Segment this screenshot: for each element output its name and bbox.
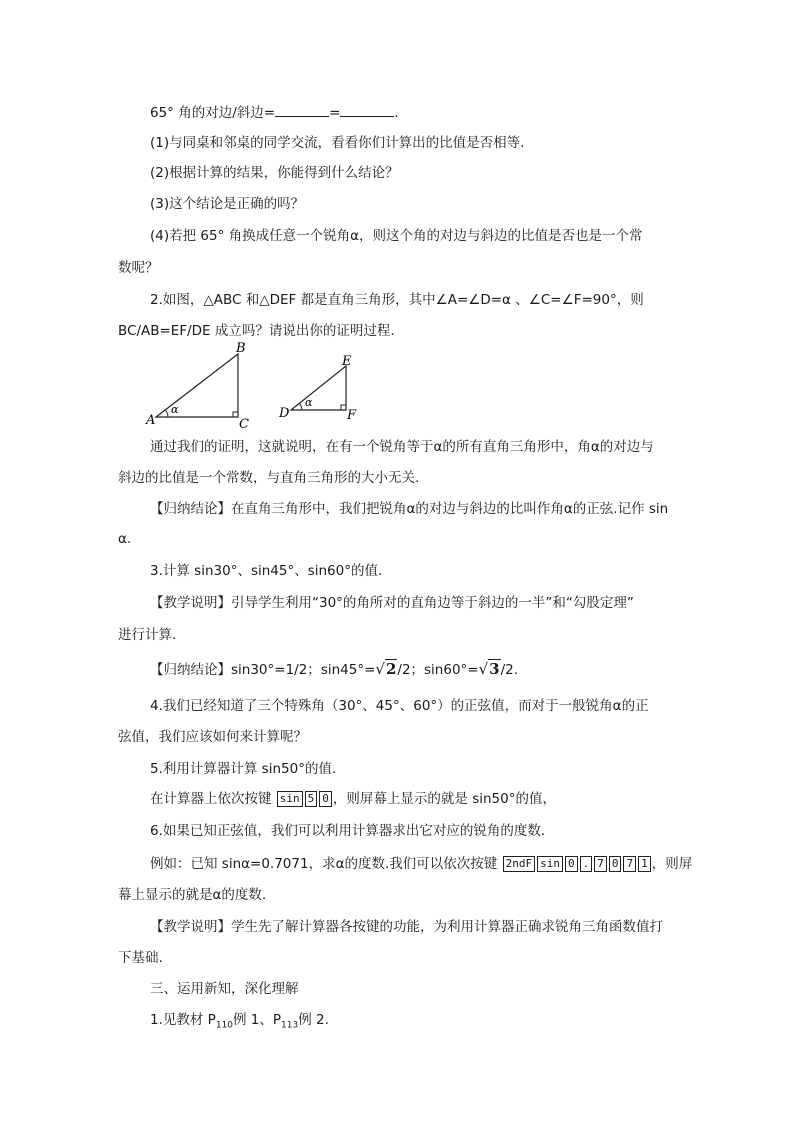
question-4-line-2: 数呢？ bbox=[118, 260, 159, 276]
problem-6: 6.如果已知正弦值，我们可以利用计算器求出它对应的锐角的度数. bbox=[150, 823, 546, 839]
key-1[interactable]: 1 bbox=[638, 856, 651, 872]
question-3: (3)这个结论是正确的吗？ bbox=[150, 196, 305, 212]
teaching-note-2-line-1: 【教学说明】学生先了解计算器各按键的功能，为利用计算器正确求锐角三角函数值打 bbox=[150, 919, 663, 935]
key-0-3[interactable]: 0 bbox=[609, 856, 622, 872]
answer-blank-1[interactable] bbox=[275, 104, 329, 117]
sqrt-2-radicand: 2 bbox=[385, 660, 397, 678]
ref-part-c: 例 2. bbox=[298, 1012, 329, 1028]
key-sin-2[interactable]: sin bbox=[537, 856, 563, 872]
key-sin[interactable]: sin bbox=[277, 791, 303, 807]
section-3-heading: 三、运用新知，深化理解 bbox=[150, 981, 299, 997]
question-1: (1)与同桌和邻桌的同学交流，看看你们计算出的比值是否相等. bbox=[150, 135, 525, 151]
problem-4-line-2: 弦值，我们应该如何来计算呢？ bbox=[118, 729, 307, 745]
key-dot[interactable]: . bbox=[580, 856, 593, 872]
example-tail: ，则屏 bbox=[651, 856, 693, 872]
ref-part-a: 1.见教材 P bbox=[150, 1012, 216, 1028]
example-line-1 bbox=[150, 855, 692, 873]
key-2ndf[interactable]: 2ndF bbox=[503, 856, 536, 872]
summary-1-line-2: α. bbox=[118, 531, 132, 547]
sqrt-2: √2 bbox=[375, 660, 397, 678]
label-alpha-abc: α bbox=[171, 403, 179, 416]
problem-2-line-2: BC/AB=EF/DE 成立吗？请说出你的证明过程. bbox=[118, 323, 395, 339]
label-alpha-def: α bbox=[305, 396, 313, 409]
question-2: (2)根据计算的结果，你能得到什么结论？ bbox=[150, 165, 399, 181]
summary-2-part-c: /2. bbox=[500, 662, 519, 678]
triangle-abc bbox=[145, 341, 249, 430]
label-b: B bbox=[236, 341, 246, 356]
key-7[interactable]: 7 bbox=[594, 856, 607, 872]
keys-result: ，则屏幕上显示的就是 sin50°的值， bbox=[332, 791, 556, 807]
key-5[interactable]: 5 bbox=[305, 791, 318, 807]
label-c: C bbox=[239, 417, 249, 430]
key-7-2[interactable]: 7 bbox=[623, 856, 636, 872]
problem-5-keys-line bbox=[150, 790, 556, 808]
key-0[interactable]: 0 bbox=[319, 791, 332, 807]
key-0-2[interactable]: 0 bbox=[565, 856, 578, 872]
textbook-reference bbox=[150, 1011, 329, 1035]
problem-3: 3.计算 sin30°、sin45°、sin60°的值. bbox=[150, 563, 383, 579]
summary-2-part-b: /2；sin60°= bbox=[397, 662, 479, 678]
triangle-def bbox=[278, 354, 357, 423]
problem-5: 5.利用计算器计算 sin50°的值. bbox=[150, 761, 337, 777]
label-f: F bbox=[347, 408, 357, 423]
ref-part-b: 例 1、P bbox=[233, 1012, 282, 1028]
summary-2-part-a: 【归纳结论】sin30°=1/2；sin45°= bbox=[150, 662, 376, 678]
summary-2 bbox=[150, 660, 518, 679]
proof-line-1: 通过我们的证明，这就说明，在有一个锐角等于α的所有直角三角形中，角α的对边与 bbox=[150, 439, 654, 455]
sqrt-3: √3 bbox=[478, 660, 500, 678]
teaching-note-2-line-2: 下基础. bbox=[118, 950, 163, 966]
summary-1-line-1: 【归纳结论】在直角三角形中，我们把锐角α的对边与斜边的比叫作角α的正弦.记作 sin bbox=[150, 501, 669, 517]
teaching-note-1-line-2: 进行计算. bbox=[118, 627, 177, 643]
answer-blank-2[interactable] bbox=[340, 104, 394, 117]
sqrt-3-radicand: 3 bbox=[489, 660, 500, 678]
proof-line-2: 斜边的比值是一个常数，与直角三角形的大小无关. bbox=[118, 470, 420, 486]
teaching-note-1-line-1: 【教学说明】引导学生利用“30°的角所对的直角边等于斜边的一半”和“勾股定理” bbox=[150, 595, 634, 611]
problem-2-line-1: 2.如图，△ABC 和△DEF 都是直角三角形，其中∠A=∠D=α 、∠C=∠F=90°，则 bbox=[150, 292, 644, 308]
ratio-end: . bbox=[394, 105, 399, 121]
question-4-line-1: (4)若把 65° 角换成任意一个锐角α，则这个角的对边与斜边的比值是否也是一个常 bbox=[150, 228, 643, 244]
ref-page-1: 110 bbox=[215, 1020, 233, 1031]
label-d: D bbox=[279, 406, 290, 421]
label-a: A bbox=[146, 413, 156, 428]
ratio-prefix: 65° 角的对边/斜边= bbox=[150, 105, 276, 121]
keys-intro: 在计算器上依次按键 bbox=[150, 791, 272, 807]
ratio-equals: = bbox=[329, 105, 341, 121]
triangles-figure bbox=[140, 340, 380, 430]
ref-page-2: 113 bbox=[281, 1020, 299, 1031]
problem-4-line-1: 4.我们已经知道了三个特殊角（30°、45°、60°）的正弦值，而对于一般锐角α的正 bbox=[150, 698, 649, 714]
example-intro: 例如：已知 sinα=0.7071，求α的度数.我们可以依次按键 bbox=[150, 856, 498, 872]
example-line-2: 幕上显示的就是α的度数. bbox=[118, 887, 267, 903]
ratio-line bbox=[150, 104, 399, 122]
label-e: E bbox=[342, 354, 352, 369]
